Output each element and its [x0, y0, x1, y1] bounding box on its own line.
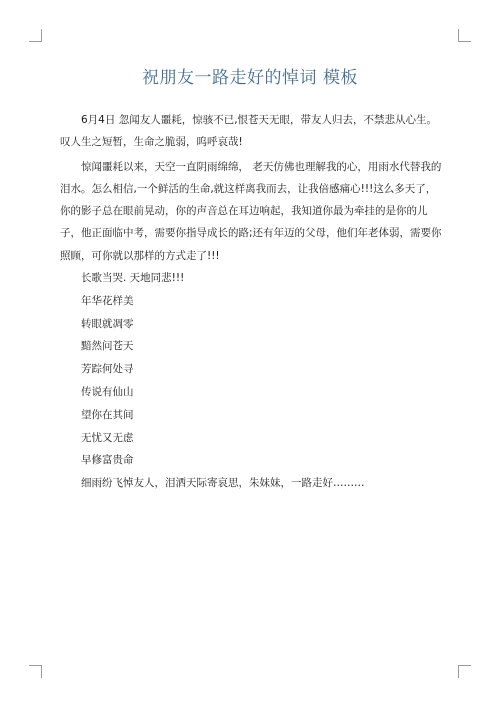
paragraph-2: 惊闻噩耗以来，天空一直阴雨绵绵， 老天仿佛也理解我的心，用雨水代替我的泪水。怎么相信,一个鲜活的生命,就这样离我而去，让我倍感痛心!!!这么多天了，你的影子总在眼前晃动，你的声音总在耳边响起，我知道你最为牵挂的是你的儿子，他正面临中考，需要你指导成长的路;还有年迈的父母，他们年老体弱，需要你照顾，可你就以那样的方式走了!!! [60, 160, 442, 262]
verse-line: 芳踪何处寻 [81, 363, 134, 376]
verse-line: 长歌当哭. 天地同悲!!! [81, 272, 185, 285]
crop-mark-top-left [29, 29, 42, 42]
verse-line: 传说有仙山 [81, 386, 134, 399]
verse-line: 望你在其间 [81, 408, 134, 421]
verse-line: 黯然问苍天 [81, 340, 134, 353]
verse-line: 转眼就凋零 [81, 317, 134, 330]
verse-line: 无忧又无虑 [81, 431, 134, 444]
closing-line: 细雨纷飞悼友人，泪洒天际寄哀思，朱妹妹，一路走好……… [81, 477, 365, 490]
verse-line: 年华花样美 [81, 294, 134, 307]
paragraph-1: 6月4日 忽闻友人噩耗，惊骇不已,恨苍天无眼，带友人归去，不禁悲从心生。叹人生之短暂，生命之脆弱，呜呼哀哉! [60, 114, 438, 149]
verse-line: 早修富贵命 [81, 454, 134, 467]
crop-mark-top-right [458, 29, 471, 42]
document-title: 祝朋友一路走好的悼词 模板 [142, 68, 358, 88]
crop-mark-bottom-left [29, 665, 42, 678]
crop-mark-bottom-right [458, 665, 471, 678]
document-body [60, 109, 444, 495]
